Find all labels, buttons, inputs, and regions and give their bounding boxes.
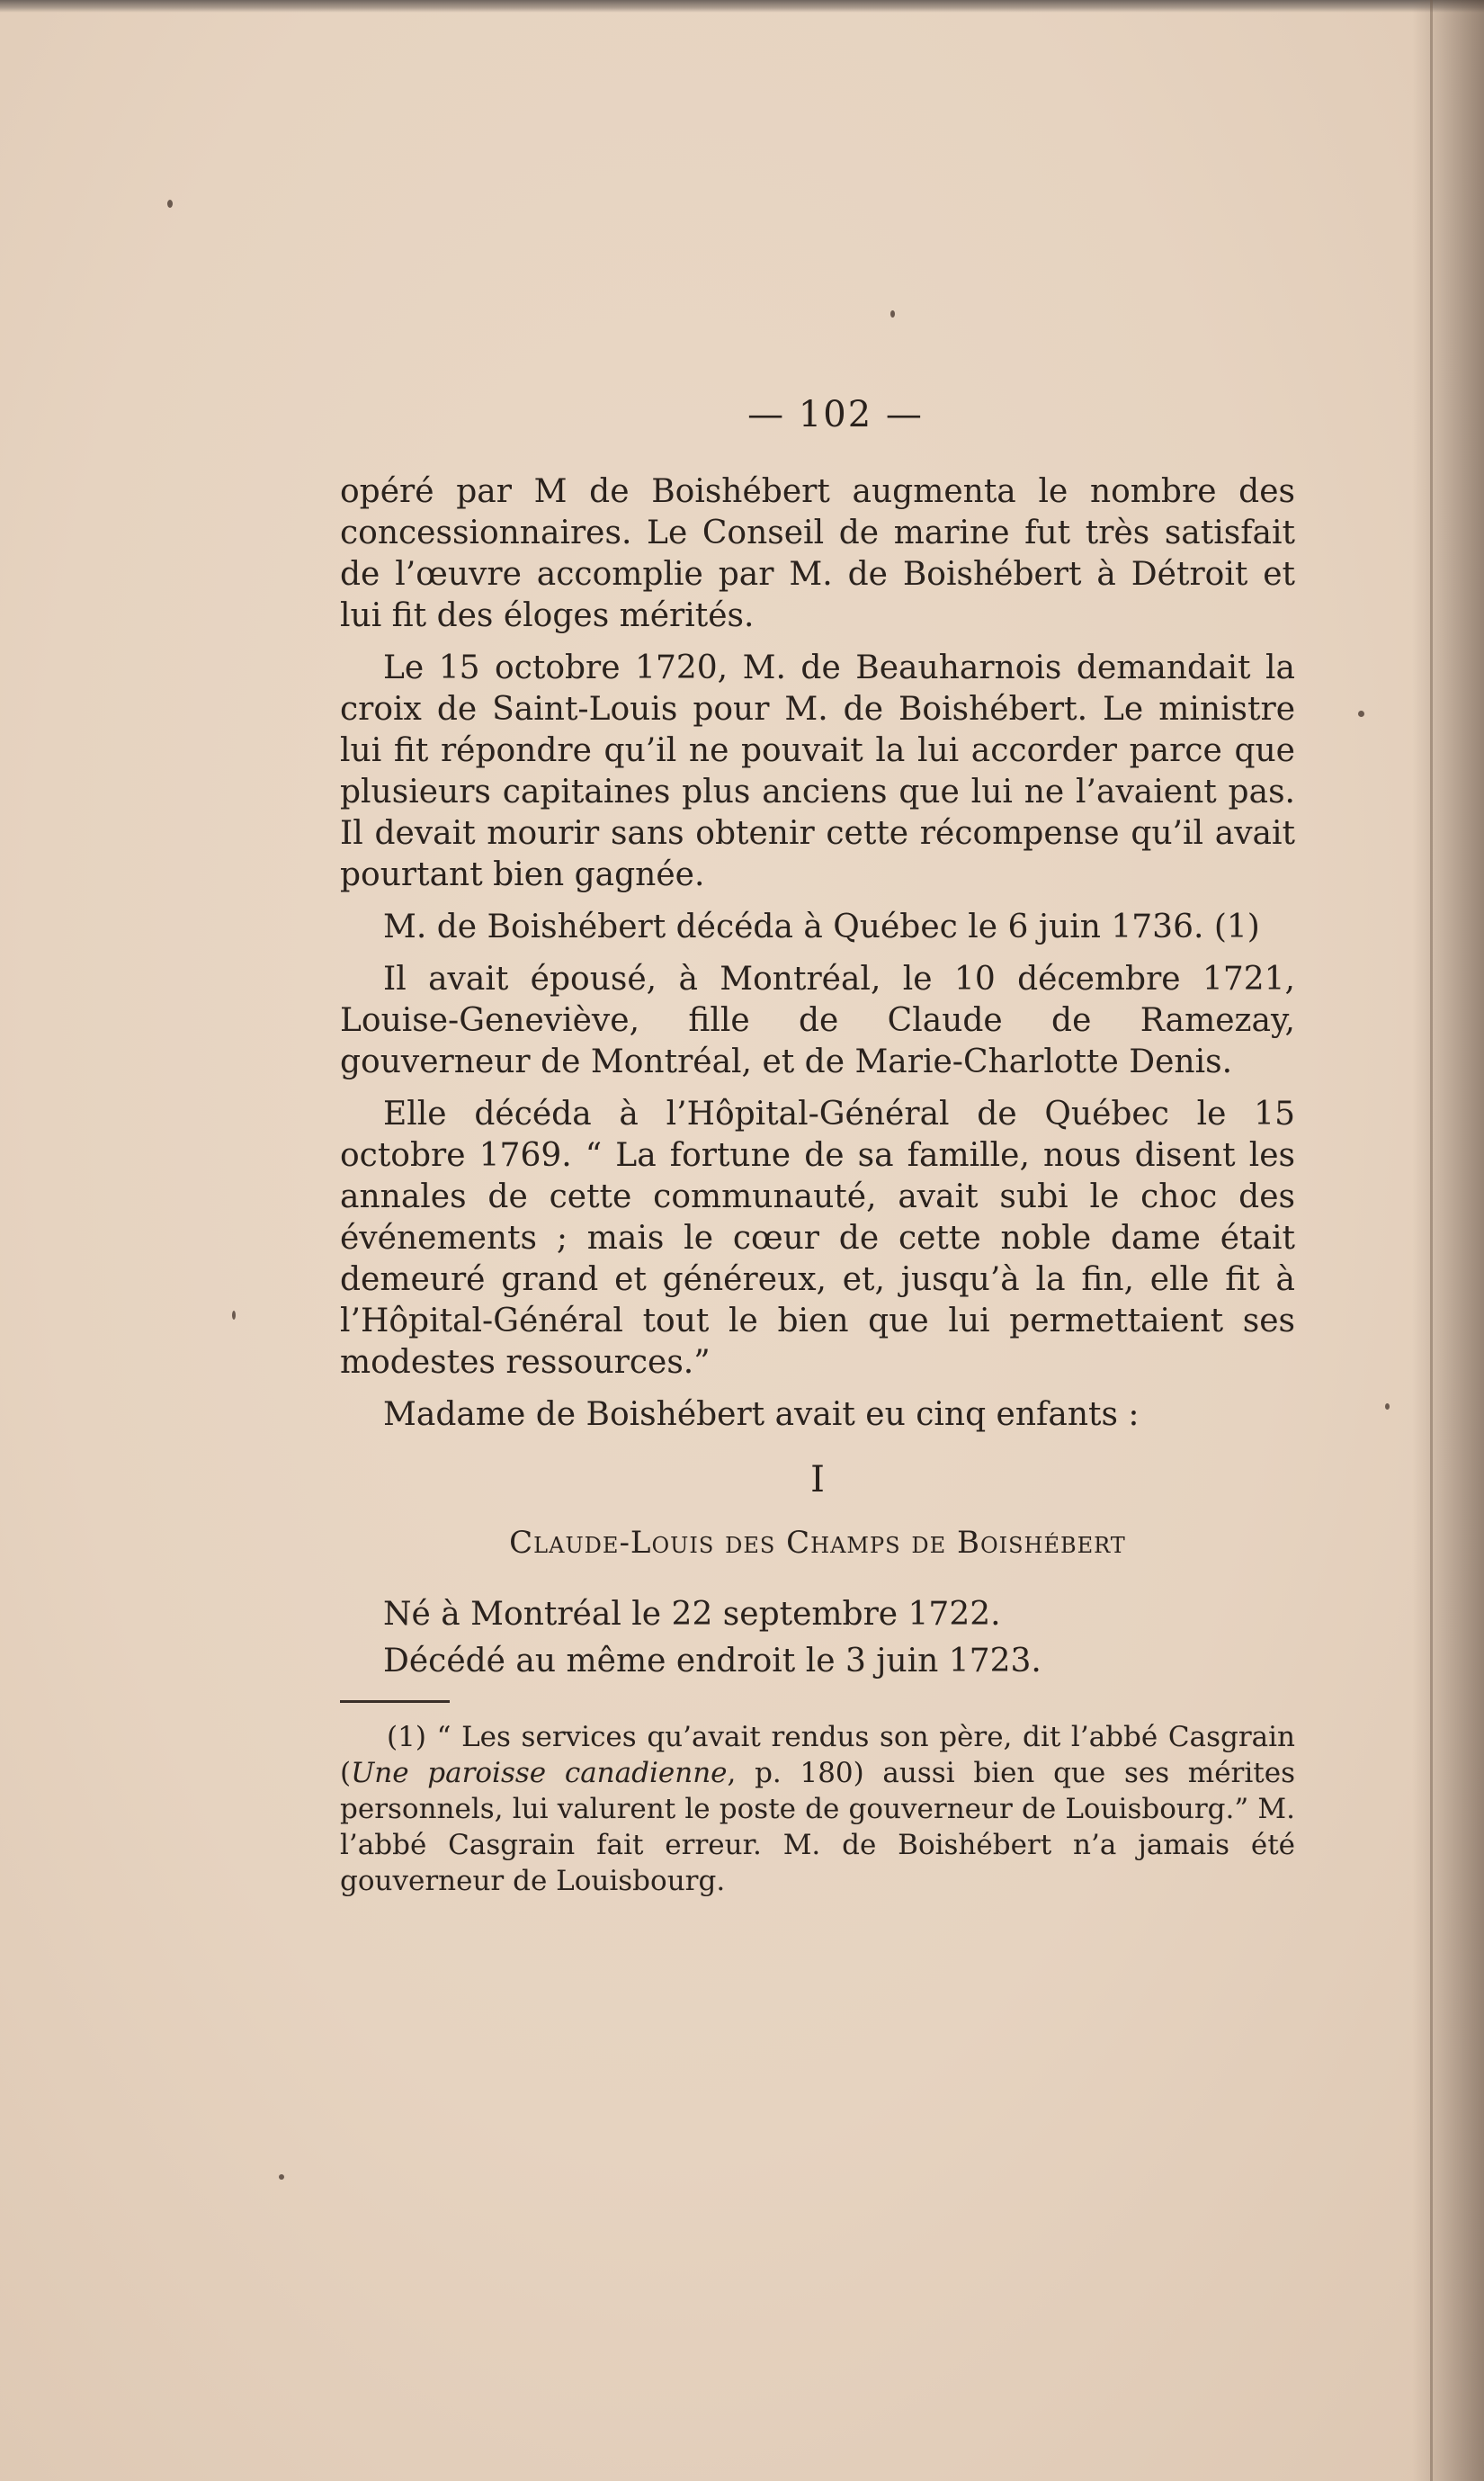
- section-numeral: I: [810, 1459, 825, 1500]
- footnote-text-end: , p. 180) aussi bien que ses mérites personnels, lui valurent le poste de gouverneur de Louisbourg.” M. l’abbé Casgrain fait erreur. M. de Boishébert n’a jamais été gouverneur de Louisbourg.: [340, 1757, 1295, 1897]
- footnote-text-start: (1) “ Les services qu’avait rendus son père, dit l’abbé Casgrain (: [340, 1721, 1295, 1789]
- footnote-cited-title: Une paroisse canadienne: [351, 1757, 728, 1789]
- paper-speck: [232, 1311, 236, 1320]
- paragraph-widow-death: Elle décéda à l’Hôpital-Général de Québec le 15 octobre 1769. “ La fortune de sa famille, nous disent les annales de cette communauté, avait subi le choc des événements ; mais le cœur de cette noble dame était demeuré grand et généreux, et, jusqu’à la fin, elle fit à l’Hôpital-Général tout le bien que lui permettaient ses modestes ressources.”: [340, 1096, 1295, 1381]
- paragraph-concessions: opéré par M de Boishébert augmenta le nombre des concessionnaires. Le Conseil de marine fut très satisfait de l’œuvre accomplie par M. de Boishébert à Détroit et lui fit des éloges mérités.: [340, 473, 1295, 634]
- page-number: — 102 —: [747, 394, 924, 435]
- footnote-divider: [340, 1700, 450, 1703]
- paper-speck: [167, 200, 173, 208]
- paragraph-saint-louis-cross: Le 15 octobre 1720, M. de Beauharnois demandait la croix de Saint-Louis pour M. de Boishébert. Le ministre lui fit répondre qu’il ne pouvait la lui accorder parce que plusieurs capitaines plus anciens que lui ne l’avaient pas. Il devait mourir sans obtenir cette récompense qu’il avait pourtant bien gagnée.: [340, 649, 1295, 893]
- paper-speck: [890, 310, 895, 318]
- paragraph-marriage: Il avait épousé, à Montréal, le 10 décembre 1721, Louise-Geneviève, fille de Claude de Ramezay, gouverneur de Montréal, et de Marie-Charlotte Denis.: [340, 961, 1295, 1080]
- section-title: Claude-Louis des Champs de Boishébert: [509, 1525, 1126, 1561]
- birth-line: Né à Montréal le 22 septembre 1722.: [383, 1596, 1001, 1633]
- spine-shadow: [1412, 0, 1484, 2481]
- footnote: [340, 1719, 1295, 1899]
- page-top-edge: [0, 0, 1484, 13]
- paper-speck: [279, 2174, 284, 2180]
- paragraph-death: M. de Boishébert décéda à Québec le 6 juin 1736. (1): [383, 909, 1260, 945]
- paper-speck: [1385, 1403, 1390, 1410]
- paragraph-children: Madame de Boishébert avait eu cinq enfants :: [383, 1396, 1140, 1433]
- page-content: [340, 394, 1295, 1899]
- death-line: Décédé au même endroit le 3 juin 1723.: [383, 1643, 1041, 1679]
- paper-speck: [1358, 711, 1364, 717]
